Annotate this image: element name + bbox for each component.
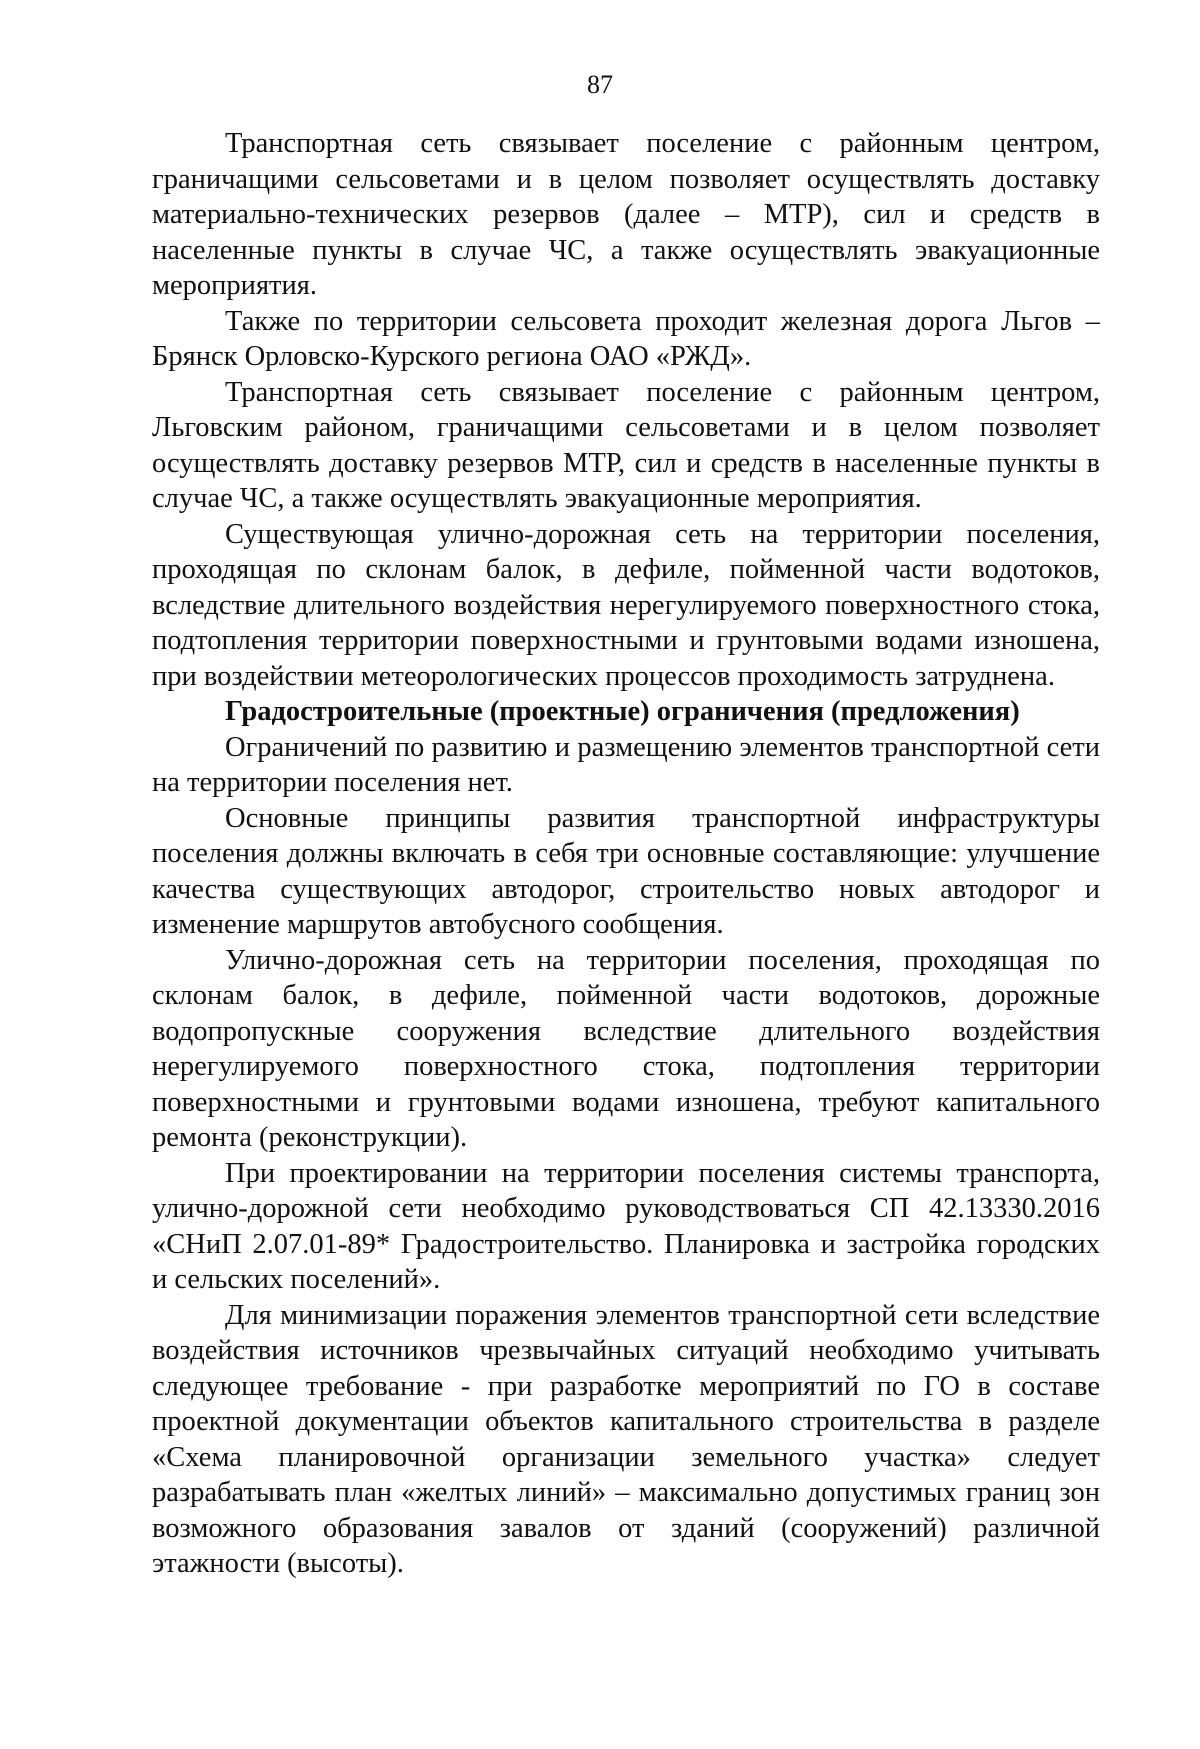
paragraph-road-network-condition: Существующая улично-дорожная сеть на территории поселения, проходящая по склонам балок, в дефиле, пойменной части водотоков, вследствие длительного воздействия нерегулируемого поверхностного стока, подтопления территории поверхностными и грунтовыми водами изношена, при воздействии метеорологических процессов проходимость затруднена.	[152, 518, 1100, 692]
page-number: 87	[587, 70, 613, 99]
paragraph-railway: Также по территории сельсовета проходит железная дорога Льгов – Брянск Орловско-Курского региона ОАО «РЖД».	[152, 305, 1100, 372]
paragraph-development-principles: Основные принципы развития транспортной инфраструктуры поселения должны включать в себя три основные составляющие: улучшение качества существующих автодорог, строительство новых автодорог и изменение маршрутов автобусного сообщения.	[152, 802, 1100, 940]
paragraph-yellow-lines: Для минимизации поражения элементов транспортной сети вследствие воздействия источников чрезвычайных ситуаций необходимо учитывать следующее требование - при разработке мероприятий по ГО в составе проектной документации объектов капитального строительства в разделе «Схема планировочной организации земельного участка» следует разрабатывать план «желтых линий» – максимально допустимых границ зон возможного образования завалов от зданий (сооружений) различной этажности (высоты).	[152, 1299, 1100, 1579]
paragraph-road-repair: Улично-дорожная сеть на территории поселения, проходящая по склонам балок, в дефиле, пойменной части водотоков, дорожные водопропускные сооружения вследствие длительного воздействия нерегулируемого поверхностного стока, подтопления территории поверхностными и грунтовыми водами изношена, требуют капитального ремонта (реконструкции).	[152, 944, 1100, 1153]
document-body	[152, 126, 1100, 1582]
paragraph-design-standards: При проектировании на территории поселения системы транспорта, улично-дорожной сети необходимо руководствоваться СП 42.13330.2016 «СНиП 2.07.01-89* Градостроительство. Планировка и застройка городских и сельских поселений».	[152, 1157, 1100, 1295]
paragraph-no-restrictions: Ограничений по развитию и размещению элементов транспортной сети на территории поселения нет.	[152, 731, 1100, 798]
paragraph-transport-network-lgov: Транспортная сеть связывает поселение с районным центром, Льговским районом, граничащими сельсоветами и в целом позволяет осуществлять доставку резервов МТР, сил и средств в населенные пункты в случае ЧС, а также осуществлять эвакуационные мероприятия.	[152, 376, 1100, 514]
section-heading: Градостроительные (проектные) ограничения (предложения)	[225, 696, 1020, 727]
paragraph-transport-network: Транспортная сеть связывает поселение с районным центром, граничащими сельсоветами и в целом позволяет осуществлять доставку материально-технических резервов (далее – МТР), сил и средств в населенные пункты в случае ЧС, а также осуществлять эвакуационные мероприятия.	[152, 128, 1100, 301]
